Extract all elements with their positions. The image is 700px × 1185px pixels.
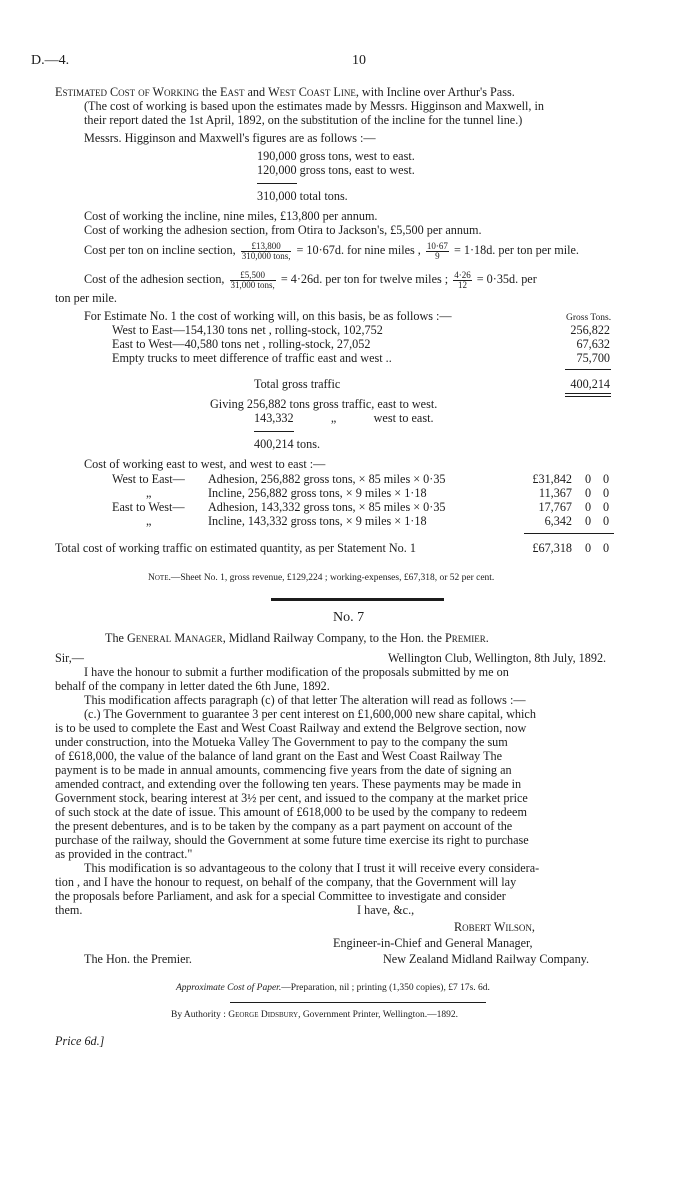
traffic-row-label: West to East—154,130 tons net , rolling-stock, 102,752 xyxy=(112,323,383,337)
letter-line: amended contract, and extending over the following ten years. These payments may be made in xyxy=(55,777,522,791)
letter-line: under construction, into the Motueka Valley The Government to pay to the company the sum xyxy=(55,735,508,749)
adhesion-cost: Cost of working the adhesion section, from Otira to Jackson's, £5,500 per annum. xyxy=(84,223,482,237)
total-cost-pence: 0 xyxy=(603,541,610,555)
letter-line: the proposals before Parliament, and ask for a special Committee to investigate and consider xyxy=(55,889,506,903)
cost-header: Cost of working east to west, and west to east :— xyxy=(84,457,326,471)
traffic-row-value: 256,822 xyxy=(570,323,610,337)
cost-row-text: Adhesion, 143,332 gross tons, × 85 miles × 0·35 xyxy=(208,500,446,514)
cost-row-pence: 0 xyxy=(603,514,610,528)
cost-row-text: Adhesion, 256,882 gross tons, × 85 miles × 0·35 xyxy=(208,472,446,486)
sum-rule xyxy=(254,431,294,432)
letter-line: This modification is so advantageous to the colony that I trust it will receive every considera- xyxy=(84,861,540,875)
section-rule xyxy=(271,598,444,601)
letter-line: as provided in the contract." xyxy=(55,847,193,861)
sum-rule xyxy=(257,183,297,184)
sum-rule xyxy=(524,533,614,534)
letter-line: behalf of the company in letter dated the 6th June, 1892. xyxy=(55,679,330,693)
signer-company: New Zealand Midland Railway Company. xyxy=(383,952,590,966)
cost-row-amount: £31,842 xyxy=(532,472,572,486)
cost-row-prefix: East to West— xyxy=(112,500,185,514)
total-cost-label: Total cost of working traffic on estimated quantity, as per Statement No. 1 xyxy=(55,541,416,555)
cost-row-shillings: 0 xyxy=(585,472,592,486)
total-gross-value: 400,214 xyxy=(570,377,610,391)
signer-name: Robert Wilson, xyxy=(454,920,535,934)
giving-total: 400,214 tons. xyxy=(254,437,321,451)
signer-title: Engineer-in-Chief and General Manager, xyxy=(333,936,533,950)
cost-row-prefix: „ xyxy=(146,514,152,528)
authority-line: By Authority : George Didsbury, Government Printer, Wellington.—1892. xyxy=(171,1010,458,1020)
tons-east-west: 120,000 gross tons, east to west. xyxy=(257,163,415,177)
cost-row-shillings: 0 xyxy=(585,500,592,514)
footer-rule xyxy=(230,1002,486,1003)
incline-fraction: £13,800 310,000 tons, xyxy=(241,240,291,261)
document-reference: D.—4. xyxy=(31,53,70,68)
adhesion-per-ton-cont: ton per mile. xyxy=(55,291,117,305)
giving-west-east: 143,332 „ west to east. xyxy=(254,411,434,425)
sheet-note: Note.—Sheet No. 1, gross revenue, £129,224 ; working-expenses, £67,318, or 52 per cent. xyxy=(148,573,495,583)
traffic-row-label: Empty trucks to meet difference of traffic east and west .. xyxy=(112,351,392,365)
letter-line: is to be used to complete the East and West Coast Railway and extend the Belgrove section, now xyxy=(55,721,527,735)
letter-line: them. xyxy=(55,903,83,917)
estimate-note-line: their report dated the 1st April, 1892, on the substitution of the incline for the tunnel line.) xyxy=(84,113,523,127)
cost-row-amount: 11,367 xyxy=(538,486,572,500)
cost-row-shillings: 0 xyxy=(585,514,592,528)
letter-line: tion , and I have the honour to request, on behalf of the company, that the Government will lay xyxy=(55,875,517,889)
paper-cost: Approximate Cost of Paper.—Preparation, nil ; printing (1,350 copies), £7 17s. 6d. xyxy=(176,983,490,993)
giving-east-west: Giving 256,882 tons gross traffic, east to west. xyxy=(210,397,438,411)
letter-line: This modification affects paragraph (c) of that letter The alteration will read as follows :— xyxy=(84,693,526,707)
page-number: 10 xyxy=(352,53,366,68)
cost-row-pence: 0 xyxy=(603,486,610,500)
letter-line: Government stock, bearing interest at 3½ per cent, and issued to the company at the market price xyxy=(55,791,528,805)
total-cost-shillings: 0 xyxy=(585,541,592,555)
adhesion-per-ton: Cost of the adhesion section, £5,500 31,000 tons, = 4·26d. per ton for twelve miles ; $\frac{4\cdot 26}{12}$ = 0·35d. per xyxy=(84,269,537,290)
cost-row-text: Incline, 143,332 gross tons, × 9 miles × 1·18 xyxy=(208,514,427,528)
cost-row-pence: 0 xyxy=(603,472,610,486)
cost-row-amount: 17,767 xyxy=(538,500,572,514)
letter-recipient: The Hon. the Premier. xyxy=(84,952,192,966)
incline-cost: Cost of working the incline, nine miles, £13,800 per annum. xyxy=(84,209,378,223)
cost-row-prefix: West to East— xyxy=(112,472,185,486)
letter-heading: The General Manager, Midland Railway Company, to the Hon. the Premier. xyxy=(105,631,489,645)
total-double-rule xyxy=(565,396,611,397)
letter-line: of such stock at the date of issue. This amount of £618,000 to be used by the company to redeem xyxy=(55,805,527,819)
letter-number: No. 7 xyxy=(333,610,365,625)
letter-line: (c.) The Government to guarantee 3 per cent interest on £1,600,000 new share capital, which xyxy=(84,707,536,721)
letter-line: purchase of the railway, should the Government at some future time exercise its right to purchase xyxy=(55,833,529,847)
cost-row-text: Incline, 256,882 gross tons, × 9 miles × 1·18 xyxy=(208,486,427,500)
for-estimate: For Estimate No. 1 the cost of working will, on this basis, be as follows :— xyxy=(84,309,452,323)
salutation: Sir,— xyxy=(55,651,84,665)
letter-line: payment is to be made in annual amounts, commencing five years from the date of signing an xyxy=(55,763,512,777)
total-cost-amount: £67,318 xyxy=(532,541,572,555)
total-gross-label: Total gross traffic xyxy=(254,377,341,391)
adhesion-fraction-2: $\frac{4\cdot 26}{12}$ xyxy=(454,269,471,290)
gross-tons-header: Gross Tons. xyxy=(566,313,612,323)
tons-total: 310,000 total tons. xyxy=(257,189,348,203)
messrs-intro: Messrs. Higginson and Maxwell's figures are as follows :— xyxy=(84,131,376,145)
letter-line: I have the honour to submit a further modification of the proposals submitted by me on xyxy=(84,665,509,679)
cost-row-pence: 0 xyxy=(603,500,610,514)
incline-fraction-2: $\frac{10\cdot 67}{9}$ xyxy=(426,240,448,261)
estimate-title: Estimated Cost of Working the East and West Coast Line, with Incline over Arthur's Pass. xyxy=(55,85,515,99)
letter-address: Wellington Club, Wellington, 8th July, 1892. xyxy=(388,651,607,665)
estimate-note-line: (The cost of working is based upon the estimates made by Messrs. Higginson and Maxwell, in xyxy=(84,99,545,113)
letter-closing: I have, &c., xyxy=(357,903,415,917)
tons-west-east: 190,000 gross tons, west to east. xyxy=(257,149,415,163)
traffic-row-value: 67,632 xyxy=(576,337,610,351)
adhesion-fraction: £5,500 31,000 tons, xyxy=(230,269,275,290)
traffic-row-value: 75,700 xyxy=(576,351,610,365)
cost-row-prefix: „ xyxy=(146,486,152,500)
incline-per-ton: Cost per ton on incline section, £13,800 310,000 tons, = 10·67d. for nine miles , $\frac{10\cdot 67}{9}$ = 1·18d. per ton per mile. xyxy=(84,240,579,261)
sum-rule xyxy=(565,369,611,370)
price: Price 6d.] xyxy=(55,1034,105,1048)
cost-row-amount: 6,342 xyxy=(544,514,572,528)
letter-line: of £618,000, the value of the balance of land grant on the East and West Coast Railway The xyxy=(55,749,503,763)
total-double-rule xyxy=(565,393,611,394)
cost-row-shillings: 0 xyxy=(585,486,592,500)
letter-line: the present debentures, and is to be taken by the company as a part payment on account of the xyxy=(55,819,513,833)
traffic-row-label: East to West—40,580 tons net , rolling-stock, 27,052 xyxy=(112,337,371,351)
